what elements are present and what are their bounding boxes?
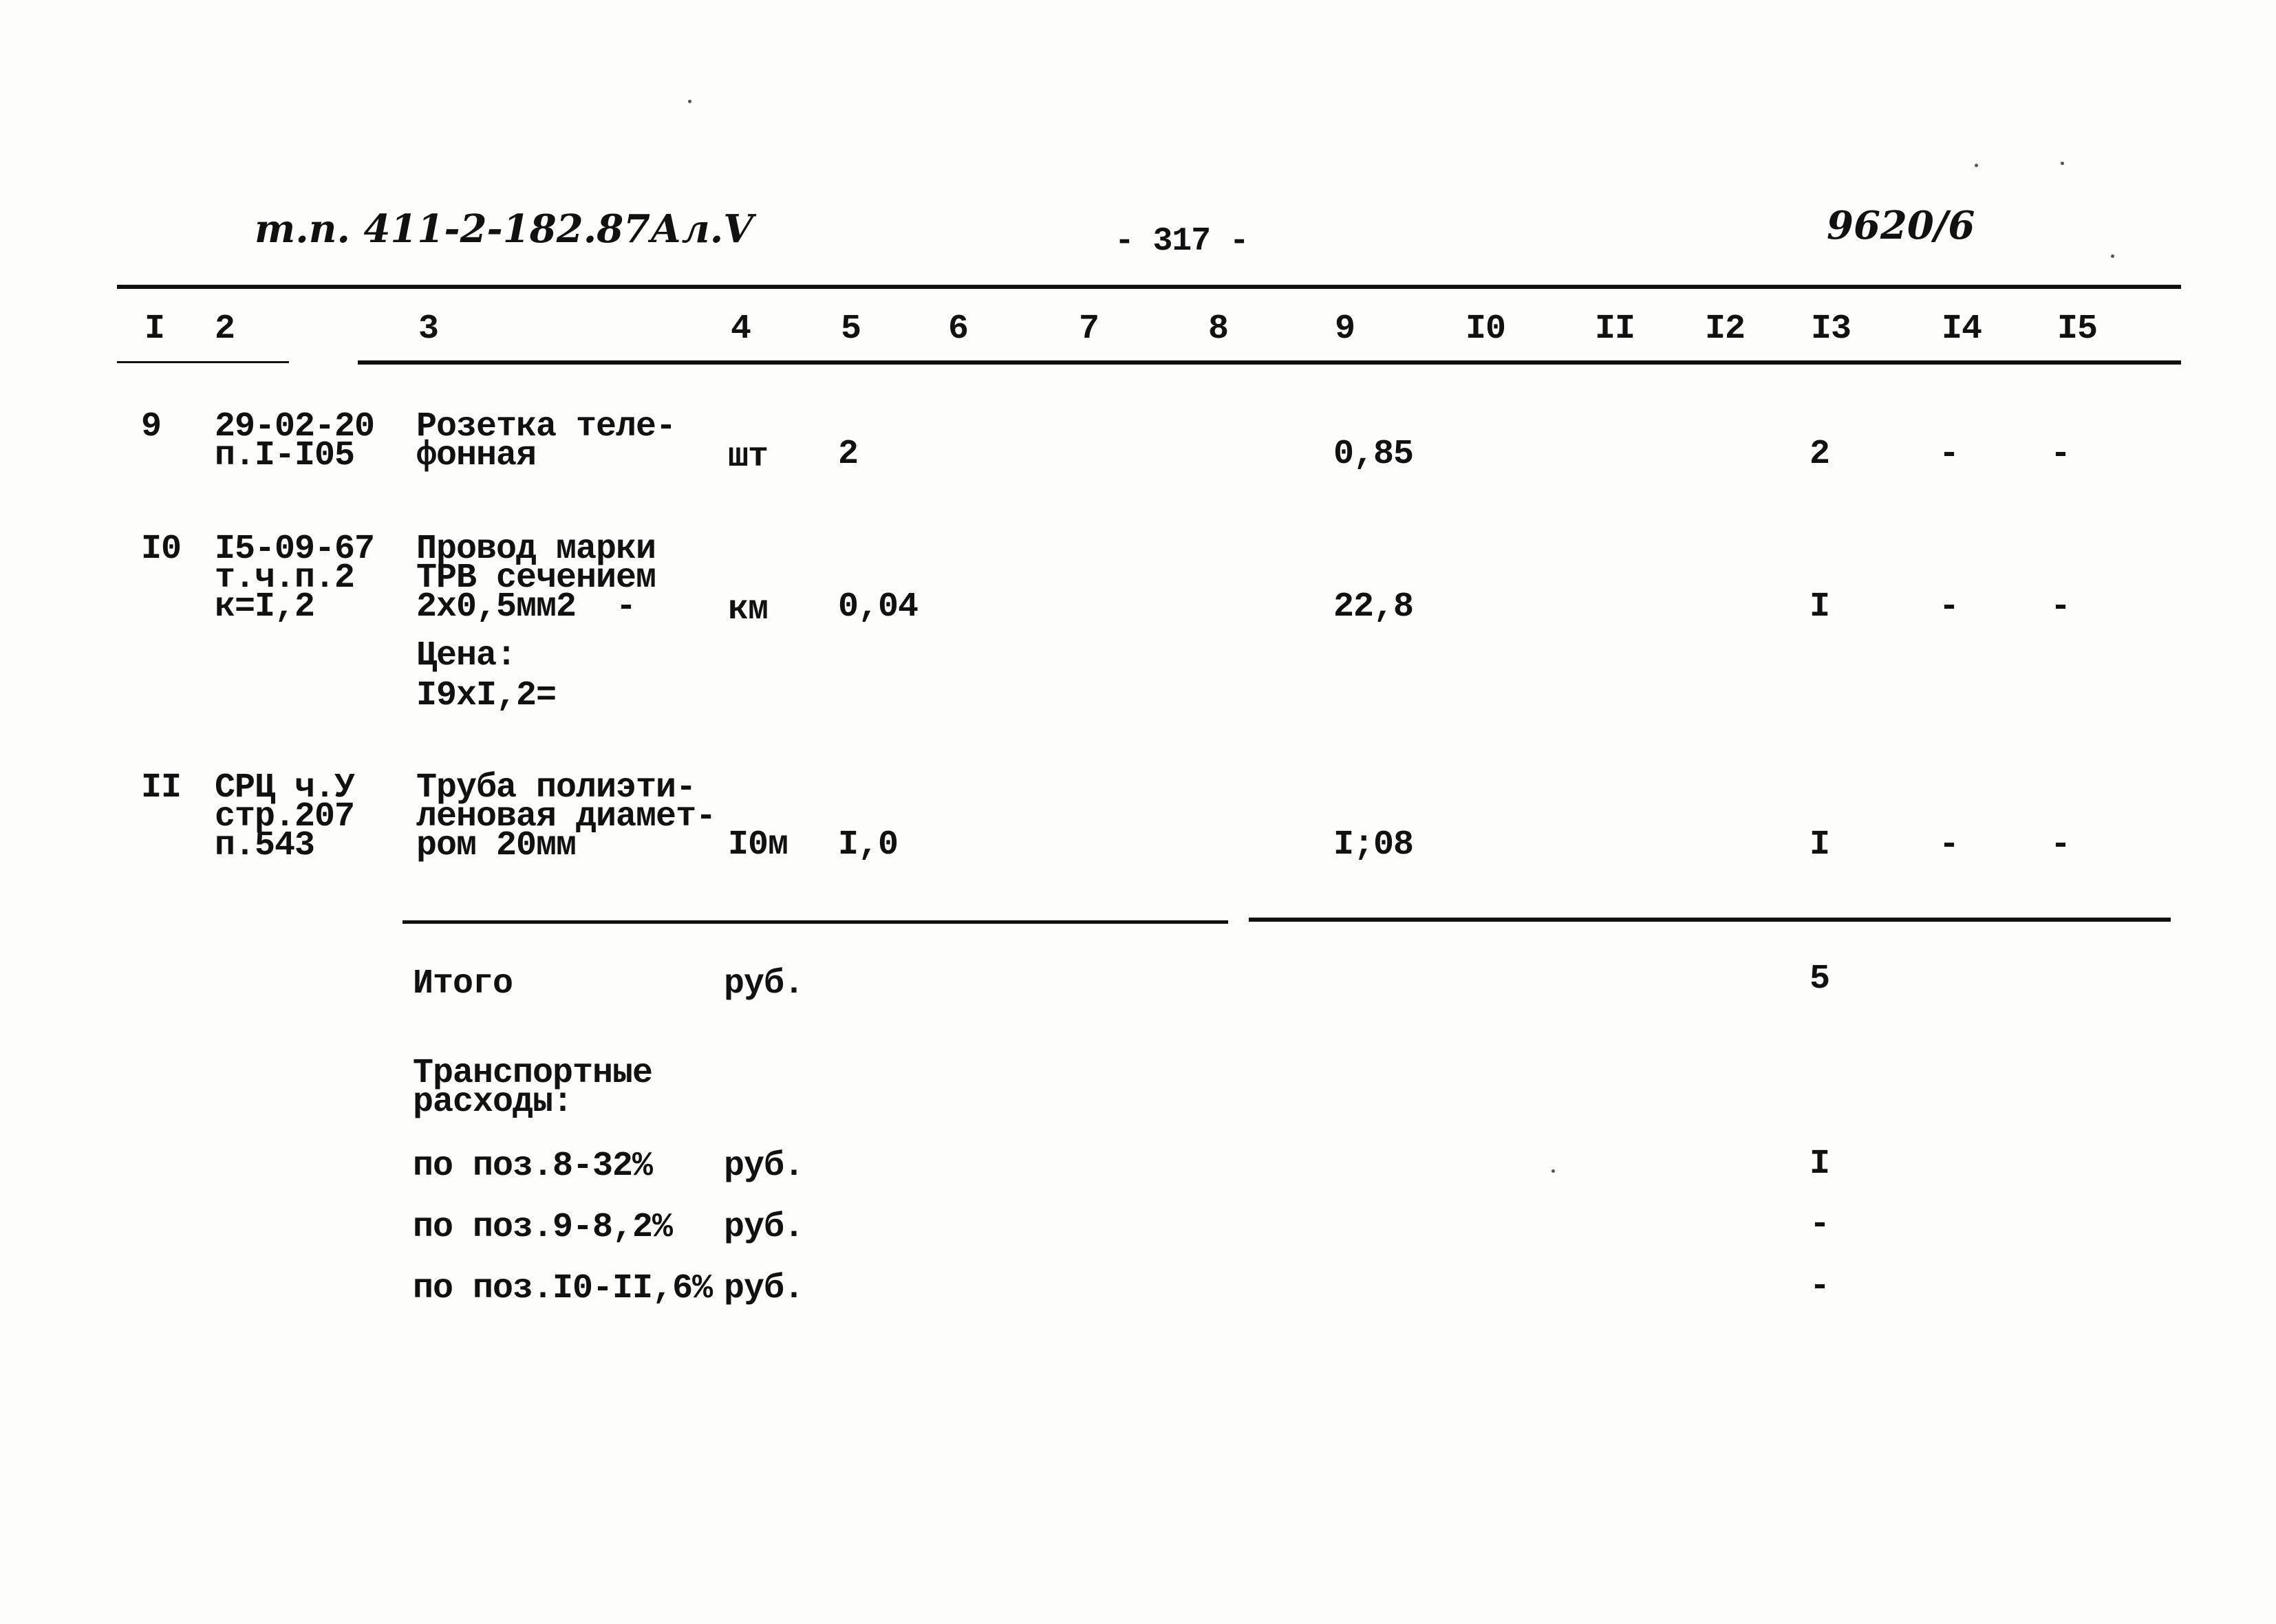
column-header-11: II	[1595, 310, 1635, 349]
row-col14: -	[1939, 825, 1960, 865]
row-col14: -	[1939, 587, 1960, 627]
transport-item-label: по поз.I0-II,6%	[413, 1269, 713, 1308]
sheet-code: 9620/6	[1827, 203, 1975, 248]
totals-rule-left	[402, 920, 1228, 924]
transport-item-value: -	[1810, 1267, 1830, 1306]
transport-item-unit: руб.	[724, 1269, 804, 1308]
transport-item-unit: руб.	[724, 1208, 804, 1247]
scan-speck	[2111, 255, 2114, 258]
column-header-13: I3	[1811, 310, 1851, 349]
row-unit: шт	[728, 437, 769, 477]
transport-item-label: по поз.9-8,2%	[413, 1208, 673, 1247]
row-quantity: 0,04	[838, 587, 919, 627]
totals-rule-right	[1249, 918, 2171, 922]
row-col13: I	[1810, 587, 1830, 627]
document-code: т.п. 411-2-182.87Ал.V	[255, 206, 753, 252]
column-header-9: 9	[1335, 310, 1355, 349]
column-header-5: 5	[841, 310, 861, 349]
row-name: Розетка теле- фонная	[416, 407, 676, 475]
column-header-8: 8	[1208, 310, 1229, 349]
row-number: I0	[141, 530, 182, 569]
row-code: 29-02-20 п.I-I05	[215, 407, 375, 475]
column-header-12: I2	[1705, 310, 1746, 349]
row-quantity: I,0	[838, 825, 899, 865]
page-number: - 317 -	[1115, 223, 1249, 260]
row-quantity: 2	[838, 435, 859, 474]
row-col15: -	[2050, 435, 2071, 474]
column-header-15: I5	[2057, 310, 2098, 349]
row-unit: км	[728, 590, 769, 629]
row-col15: -	[2050, 587, 2071, 627]
scan-speck	[688, 100, 691, 103]
total-value: 5	[1810, 960, 1830, 999]
column-header-6: 6	[948, 310, 969, 349]
column-header-14: I4	[1942, 310, 1982, 349]
header-top-rule	[117, 285, 2181, 289]
row-code: I5-09-67 т.ч.п.2 к=I,2	[215, 530, 375, 627]
row-col13: I	[1810, 825, 1830, 865]
header-bottom-rule-left	[117, 361, 289, 363]
row-price: 0,85	[1333, 435, 1414, 474]
transport-item-label: по поз.8-32%	[413, 1147, 653, 1186]
transport-costs-label: Транспортные расходы:	[413, 1054, 653, 1122]
scan-speck	[1552, 1169, 1555, 1173]
row-number: 9	[141, 407, 162, 446]
row-col13: 2	[1810, 435, 1830, 474]
column-header-4: 4	[731, 310, 751, 349]
row-code: СРЦ ч.У стр.207 п.543	[215, 768, 355, 865]
row-price: I;08	[1333, 825, 1414, 865]
row-col14: -	[1939, 435, 1960, 474]
total-label: Итого	[413, 964, 513, 1004]
row-name: Провод марки ТРВ сечением 2х0,5мм2 -	[416, 530, 656, 627]
column-header-3: 3	[418, 310, 439, 349]
column-header-7: 7	[1079, 310, 1099, 349]
scan-speck	[1975, 164, 1978, 167]
transport-item-value: I	[1810, 1145, 1830, 1184]
column-header-10: I0	[1466, 310, 1506, 349]
column-header-1: I	[144, 310, 165, 349]
row-price: 22,8	[1333, 587, 1414, 627]
row-name: Труба полиэти- леновая диамет- ром 20мм	[416, 768, 716, 865]
row-number: II	[141, 768, 182, 808]
transport-item-unit: руб.	[724, 1147, 804, 1186]
transport-item-value: -	[1810, 1205, 1830, 1244]
row-price-note: Цена: I9хI,2=	[416, 636, 557, 715]
scan-speck	[2061, 162, 2064, 165]
header-bottom-rule	[358, 360, 2181, 365]
total-unit: руб.	[724, 964, 804, 1004]
row-unit: I0м	[728, 825, 788, 865]
column-header-2: 2	[215, 310, 235, 349]
row-col15: -	[2050, 825, 2071, 865]
